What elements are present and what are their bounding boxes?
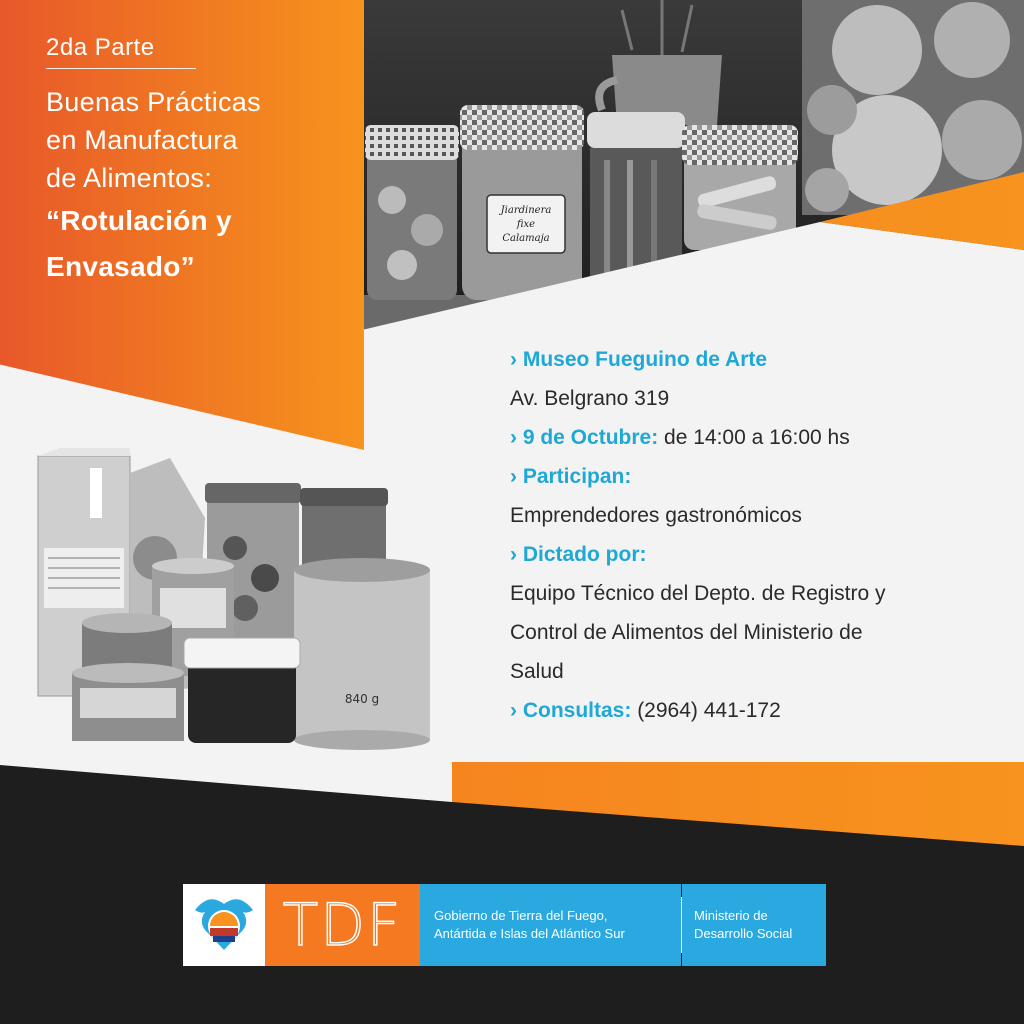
speaker-line: Equipo Técnico del Depto. de Registro y	[510, 582, 886, 605]
government-line: Antártida e Islas del Atlántico Sur	[434, 926, 625, 941]
government-line: Gobierno de Tierra del Fuego,	[434, 908, 608, 923]
venue-label: › Museo Fueguino de Arte	[510, 348, 768, 371]
government-name	[420, 884, 681, 966]
tdf-brand: TDF	[282, 891, 403, 959]
contact-label: › Consultas:	[510, 699, 632, 722]
speaker-line: Control de Alimentos del Ministerio de	[510, 621, 863, 644]
event-details	[510, 340, 1000, 730]
contact-phone: (2964) 441-172	[637, 699, 781, 722]
province-emblem-icon	[183, 884, 265, 966]
tdf-logo	[265, 884, 420, 966]
part-label: 2da Parte	[46, 34, 196, 69]
title-line: en Manufactura	[46, 125, 238, 155]
date-label: › 9 de Octubre:	[510, 426, 659, 449]
speaker-line: Salud	[510, 660, 564, 683]
jar-label-line: Calamaja	[502, 233, 550, 244]
products-photo	[30, 448, 440, 753]
subtitle-line: “Rotulación y	[46, 205, 232, 236]
subtitle-line: Envasado”	[46, 251, 195, 282]
time-text: de 14:00 a 16:00 hs	[664, 426, 850, 449]
ministry-line: Desarrollo Social	[694, 926, 793, 941]
title-line: Buenas Prácticas	[46, 87, 261, 117]
ministry-line: Ministerio de	[694, 908, 768, 923]
ministry-name	[682, 884, 826, 966]
jar-label-line: fixe	[516, 219, 536, 230]
jar-label-line: Jiardinera	[500, 205, 552, 216]
event-heading	[46, 34, 346, 289]
participants-label: › Participan:	[510, 465, 632, 488]
can-weight-label: 840 g	[344, 692, 380, 706]
speaker-label: › Dictado por:	[510, 543, 647, 566]
title-line: de Alimentos:	[46, 163, 212, 193]
participants-text: Emprendedores gastronómicos	[510, 504, 802, 527]
address-text: Av. Belgrano 319	[510, 387, 670, 410]
government-logo-bar	[183, 884, 826, 966]
